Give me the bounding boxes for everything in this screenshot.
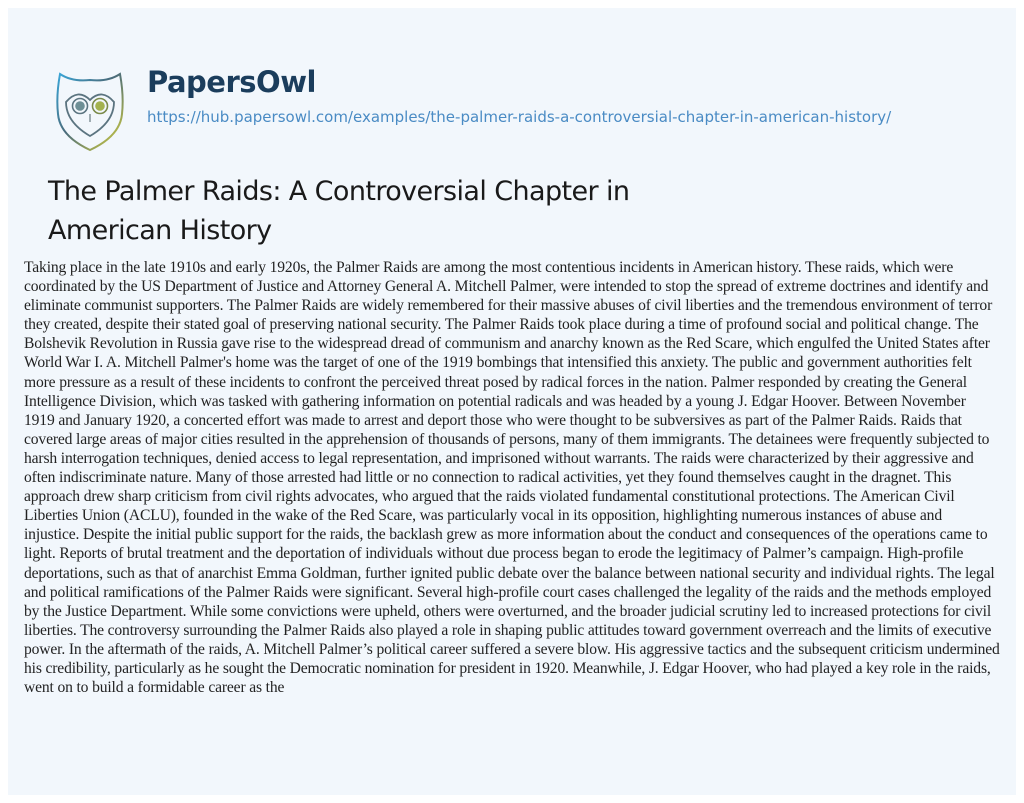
article-body: Taking place in the late 1910s and early 1920s, the Palmer Raids are among the most contentious incidents in American history. These raids, which were coordinated by the US Department of Justice and Attorney General A. Mitchell Palmer, were intended to stop the spread of extreme doctrines and identify and eliminate communist supporters. The Palmer Raids are widely remembered for their massive abuses of civil liberties and the tremendous environment of terror they created, despite their stated goal of preserving national security. The Palmer Raids took place during a time of profound social and political change. The Bolshevik Revolution in Russia gave rise to the widespread dread of communism and anarchy known as the Red Scare, which engulfed the United States after World War I. A. Mitchell Palmer's home was the target of one of the 1919 bombings that intensified this anxiety. The public and government authorities felt more pressure as a result of these incidents to confront the perceived threat posed by radical forces in the nation. Palmer responded by creating the General Intelligence Division, which was tasked with gathering information on potential radicals and was headed by a young J. Edgar Hoover. Between November 1919 and January 1920, a concerted effort was made to arrest and deport those who were thought to be subversives as part of the Palmer Raids. Raids that covered large areas of major cities resulted in the apprehension of thousands of persons, many of them immigrants. The detainees were frequently subjected to harsh interrogation techniques, denied access to legal representation, and imprisoned without warrants. The raids were characterized by their aggressive and often indiscriminate nature. Many of those arrested had little or no connection to radical activities, yet they found themselves caught in the dragnet. This approach drew sharp criticism from civil rights advocates, who argued that the raids violated fundamental constitutional protections. The American Civil Liberties Union (ACLU), founded in the wake of the Red Scare, was particularly vocal in its opposition, highlighting numerous instances of abuse and injustice. Despite the initial public support for the raids, the backlash grew as more information about the conduct and consequences of the operations came to light. Reports of brutal treatment and the deportation of individuals without due process began to erode the legitimacy of Palmer’s campaign. High-profile deportations, such as that of anarchist Emma Goldman, further ignited public debate over the balance between national security and individual rights. The legal and political ramifications of the Palmer Raids were significant. Several high-profile court cases challenged the legality of the raids and the methods employed by the Justice Department. While some convictions were upheld, others were overturned, and the broader judicial scrutiny led to increased protections for civil liberties. The controversy surrounding the Palmer Raids also played a role in shaping public attitudes toward government overreach and the limits of executive power. In the aftermath of the raids, A. Mitchell Palmer’s political career suffered a severe blow. His aggressive tactics and the subsequent criticism undermined his credibility, particularly as he sought the Democratic nomination for president in 1920. Meanwhile, J. Edgar Hoover, who had played a key role in the raids, went on to build a formidable career as the (24, 259, 1000, 697)
owl-logo-icon (50, 66, 130, 156)
article-title: The Palmer Raids: A Controversial Chapter in American History (48, 176, 630, 246)
site-header (50, 60, 927, 156)
source-url-link[interactable]: https://hub.papersowl.com/examples/the-palmer-raids-a-controversial-chapter-in-american-history/ (147, 108, 892, 126)
brand-block (147, 60, 927, 128)
brand-name: PapersOwl (147, 65, 316, 99)
